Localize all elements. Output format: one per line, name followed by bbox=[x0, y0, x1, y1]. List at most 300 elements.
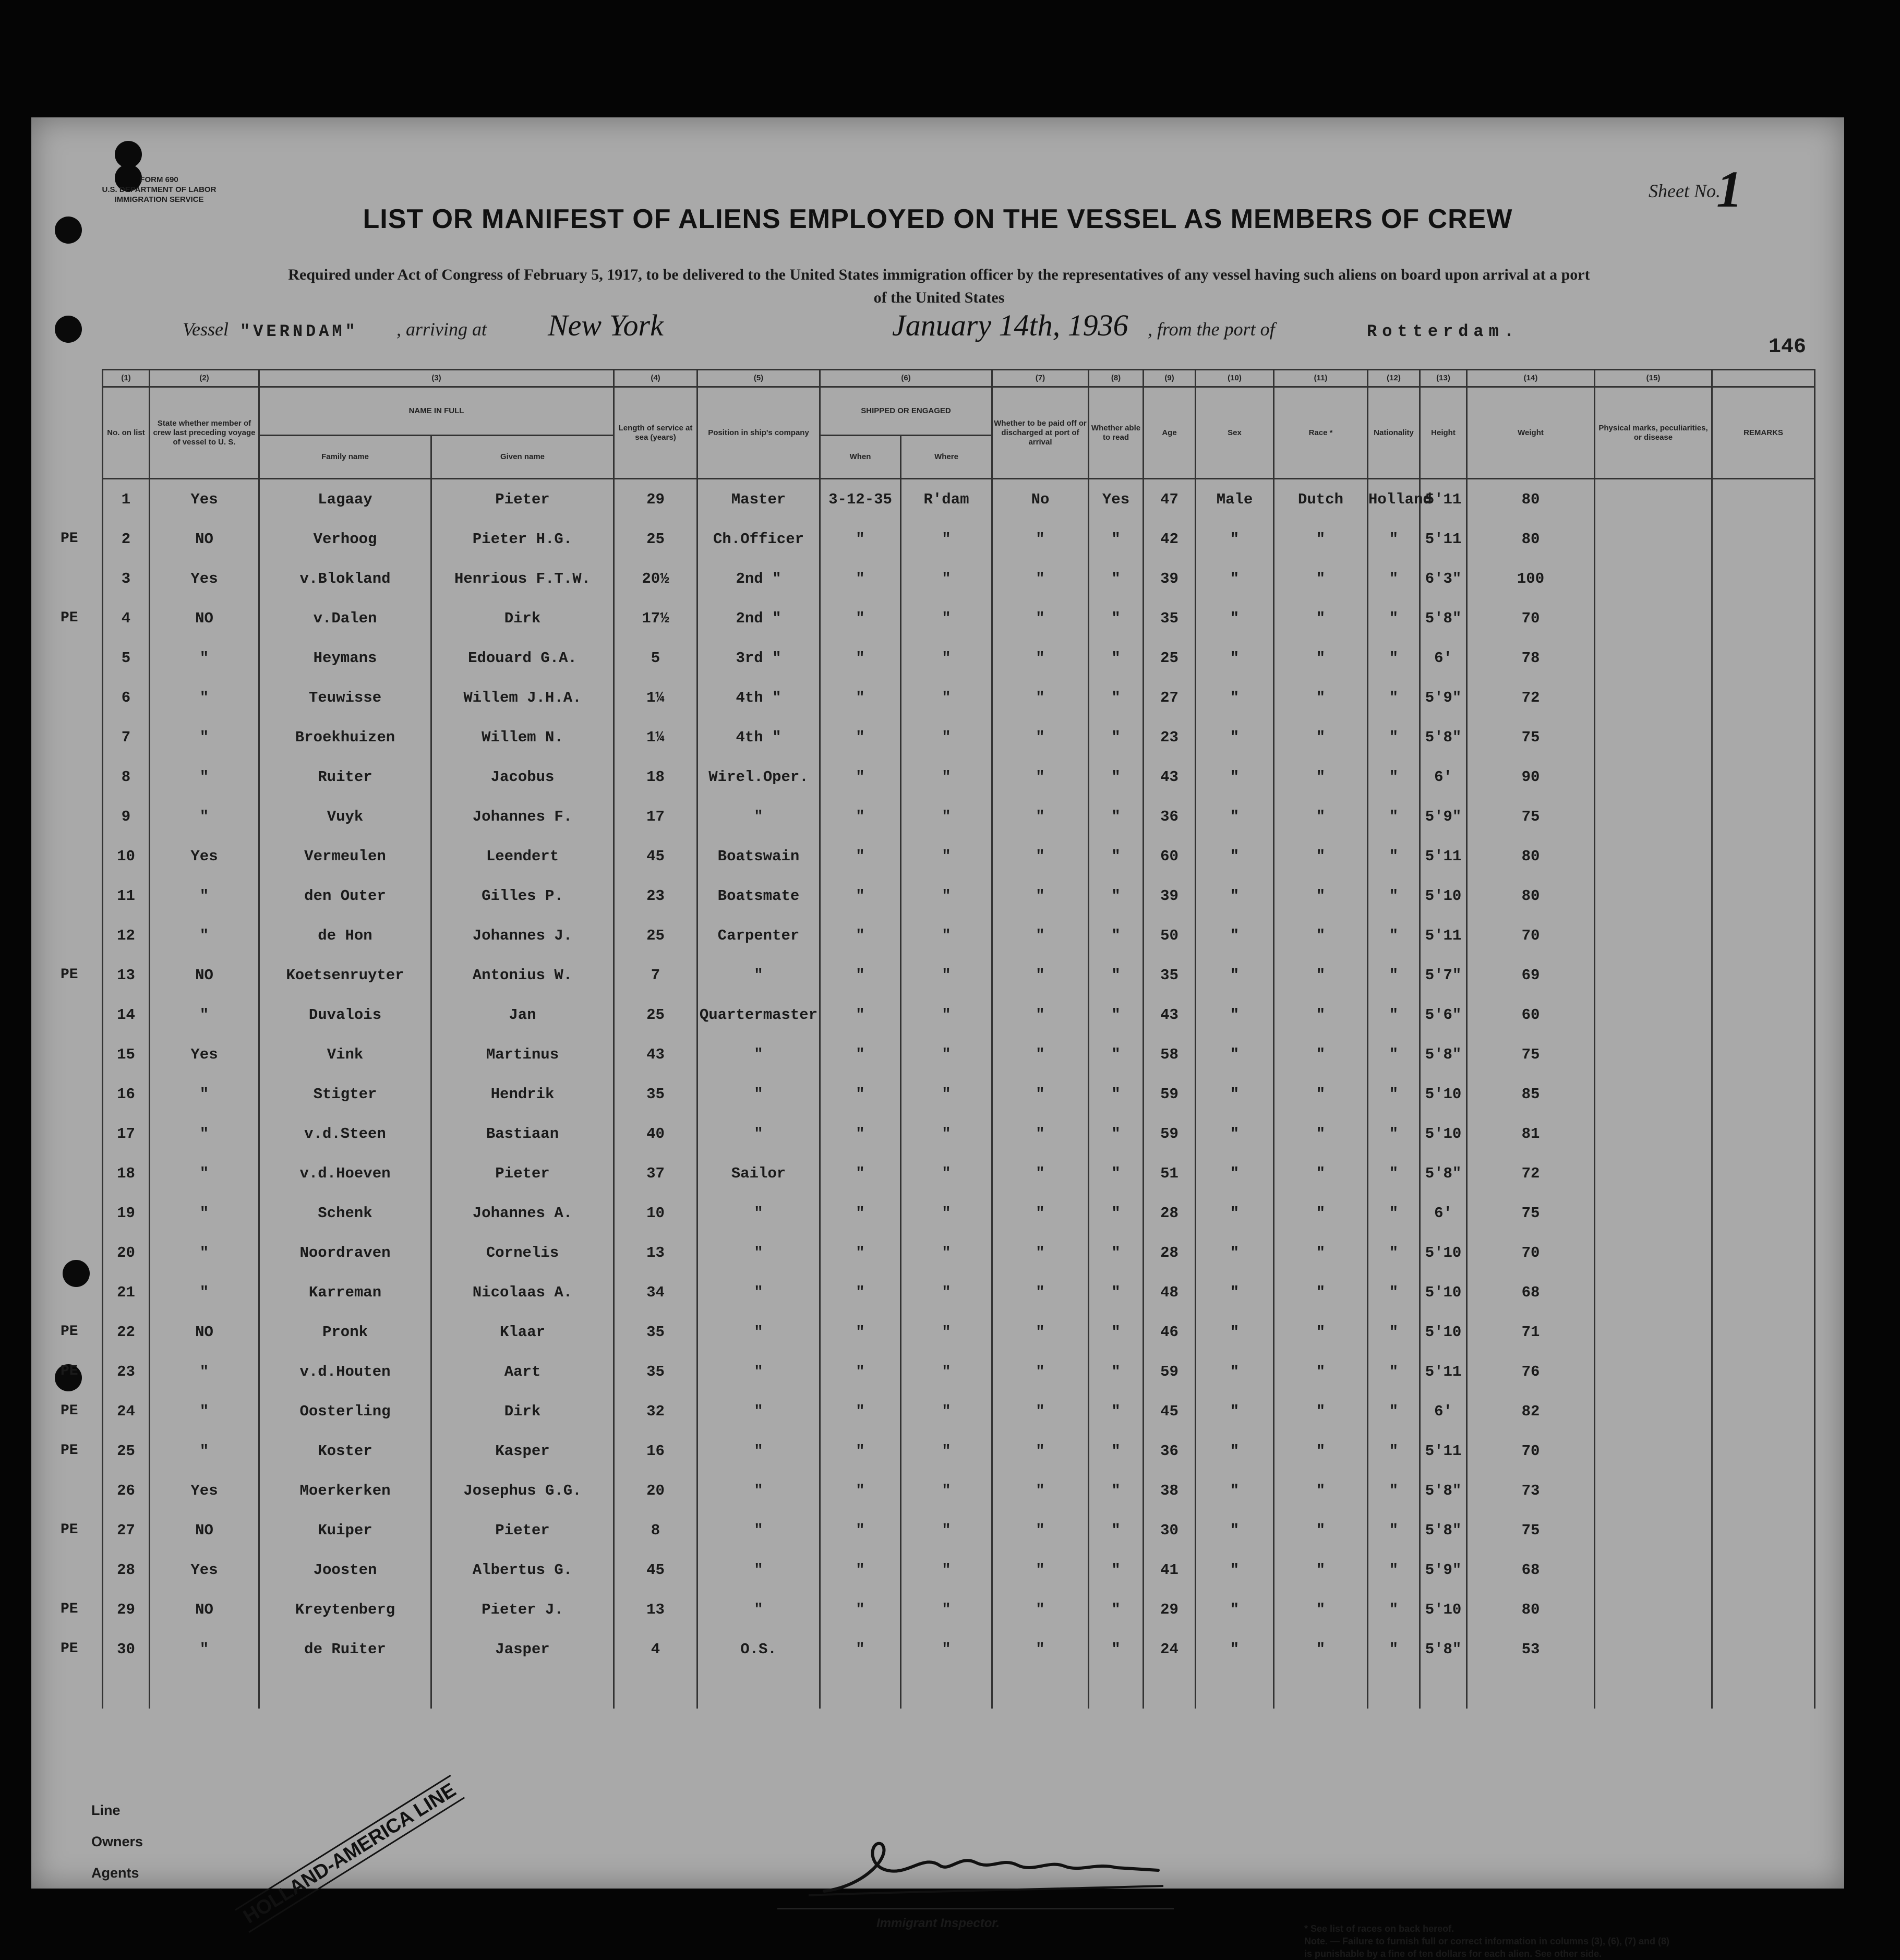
cell-height: 5'8" bbox=[1420, 1629, 1467, 1669]
cell-race: " bbox=[1274, 1550, 1368, 1590]
cell-nationality: " bbox=[1368, 638, 1420, 678]
cell-paid: " bbox=[992, 1550, 1089, 1590]
cell-age: 51 bbox=[1144, 1153, 1196, 1193]
cell-age: 39 bbox=[1144, 876, 1196, 916]
col-num: (8) bbox=[1089, 370, 1144, 387]
cell-no: 23 bbox=[103, 1352, 150, 1391]
cell-paid: " bbox=[992, 1312, 1089, 1352]
cell-height: 5'8" bbox=[1420, 1510, 1467, 1550]
cell-where: " bbox=[901, 1153, 992, 1193]
cell-prev: " bbox=[150, 1629, 259, 1669]
cell-race: " bbox=[1274, 638, 1368, 678]
cell-physical bbox=[1595, 598, 1712, 638]
cell-service: 16 bbox=[614, 1431, 698, 1471]
cell-given: Bastiaan bbox=[431, 1114, 614, 1153]
cell-sex: " bbox=[1196, 678, 1274, 717]
cell-no: 4 bbox=[103, 598, 150, 638]
col-num: (5) bbox=[698, 370, 820, 387]
cell-weight: 76 bbox=[1467, 1352, 1595, 1391]
cell-physical bbox=[1595, 1272, 1712, 1312]
cell-family: Moerkerken bbox=[259, 1471, 431, 1510]
header-position: Position in ship's company bbox=[698, 387, 820, 479]
cell-service: 34 bbox=[614, 1272, 698, 1312]
document-title: LIST OR MANIFEST OF ALIENS EMPLOYED ON THE VESSEL AS MEMBERS OF CREW bbox=[363, 204, 1513, 234]
cell-sex: " bbox=[1196, 559, 1274, 598]
cell-remarks bbox=[1712, 479, 1815, 520]
cell-where: " bbox=[901, 916, 992, 955]
col-num: (15) bbox=[1595, 370, 1712, 387]
cell-when: " bbox=[820, 559, 901, 598]
col-num: (10) bbox=[1196, 370, 1274, 387]
cell-family: den Outer bbox=[259, 876, 431, 916]
cell-no: 24 bbox=[103, 1391, 150, 1431]
cell-read: " bbox=[1089, 1035, 1144, 1074]
cell-read: " bbox=[1089, 638, 1144, 678]
cell-no: 5 bbox=[103, 638, 150, 678]
cell-given: Pieter J. bbox=[431, 1590, 614, 1629]
col-num: (7) bbox=[992, 370, 1089, 387]
cell-read: " bbox=[1089, 717, 1144, 757]
column-number-row bbox=[103, 370, 1815, 387]
table-row bbox=[103, 1352, 1815, 1391]
cell-position: Boatswain bbox=[698, 836, 820, 876]
table-row bbox=[103, 836, 1815, 876]
cell-age: 43 bbox=[1144, 757, 1196, 797]
cell-height: 5'11 bbox=[1420, 519, 1467, 559]
cell-where: " bbox=[901, 678, 992, 717]
cell-paid: " bbox=[992, 1114, 1089, 1153]
cell-prev: Yes bbox=[150, 479, 259, 520]
cell-no: 30 bbox=[103, 1629, 150, 1669]
cell-weight: 85 bbox=[1467, 1074, 1595, 1114]
cell-race: " bbox=[1274, 1590, 1368, 1629]
cell-height: 5'8" bbox=[1420, 717, 1467, 757]
cell-physical bbox=[1595, 479, 1712, 520]
cell-where: " bbox=[901, 1233, 992, 1272]
cell-paid: " bbox=[992, 717, 1089, 757]
cell-given: Dirk bbox=[431, 598, 614, 638]
cell-race: " bbox=[1274, 1312, 1368, 1352]
cell-nationality: " bbox=[1368, 1312, 1420, 1352]
cell-prev: " bbox=[150, 1233, 259, 1272]
cell-physical bbox=[1595, 1431, 1712, 1471]
table-row bbox=[103, 757, 1815, 797]
arrival-date: January 14th, 1936 bbox=[892, 308, 1128, 342]
cell-physical bbox=[1595, 1352, 1712, 1391]
margin-mark: PE bbox=[61, 1601, 78, 1617]
cell-remarks bbox=[1712, 797, 1815, 836]
cell-nationality: " bbox=[1368, 995, 1420, 1035]
cell-given: Dirk bbox=[431, 1391, 614, 1431]
header-weight: Weight bbox=[1467, 387, 1595, 479]
cell-prev: " bbox=[150, 757, 259, 797]
cell-position: " bbox=[698, 1550, 820, 1590]
cell-position: " bbox=[698, 1352, 820, 1391]
cell-remarks bbox=[1712, 1629, 1815, 1669]
cell-nationality: " bbox=[1368, 717, 1420, 757]
cell-sex: " bbox=[1196, 1471, 1274, 1510]
cell-prev: " bbox=[150, 876, 259, 916]
holland-america-line-stamp: HOLLAND-AMERICA LINE bbox=[235, 1775, 465, 1933]
cell-family: Verhoog bbox=[259, 519, 431, 559]
cell-where: " bbox=[901, 1629, 992, 1669]
table-row bbox=[103, 995, 1815, 1035]
cell-paid: " bbox=[992, 1193, 1089, 1233]
manifest-sheet bbox=[31, 117, 1844, 1959]
cell-family: de Hon bbox=[259, 916, 431, 955]
cell-race: " bbox=[1274, 1352, 1368, 1391]
cell-no: 15 bbox=[103, 1035, 150, 1074]
cell-read: " bbox=[1089, 1352, 1144, 1391]
cell-when: " bbox=[820, 1590, 901, 1629]
cell-physical bbox=[1595, 1035, 1712, 1074]
cell-where: " bbox=[901, 1035, 992, 1074]
cell-remarks bbox=[1712, 559, 1815, 598]
cell-given: Jasper bbox=[431, 1629, 614, 1669]
cell-family: Koetsenruyter bbox=[259, 955, 431, 995]
cell-no: 27 bbox=[103, 1510, 150, 1550]
cell-read: " bbox=[1089, 1391, 1144, 1431]
cell-age: 46 bbox=[1144, 1312, 1196, 1352]
cell-age: 47 bbox=[1144, 479, 1196, 520]
cell-age: 35 bbox=[1144, 955, 1196, 995]
col-num: (4) bbox=[614, 370, 698, 387]
table-row bbox=[103, 638, 1815, 678]
cell-race: " bbox=[1274, 1391, 1368, 1431]
cell-remarks bbox=[1712, 1035, 1815, 1074]
cell-nationality: " bbox=[1368, 1114, 1420, 1153]
cell-prev: NO bbox=[150, 1312, 259, 1352]
cell-weight: 80 bbox=[1467, 519, 1595, 559]
cell-remarks bbox=[1712, 1272, 1815, 1312]
cell-sex: " bbox=[1196, 598, 1274, 638]
cell-age: 42 bbox=[1144, 519, 1196, 559]
cell-race: " bbox=[1274, 955, 1368, 995]
cell-service: 35 bbox=[614, 1312, 698, 1352]
header-when: When bbox=[820, 436, 901, 479]
cell-read: " bbox=[1089, 1629, 1144, 1669]
cell-paid: " bbox=[992, 955, 1089, 995]
cell-age: 45 bbox=[1144, 1391, 1196, 1431]
cell-paid: " bbox=[992, 1431, 1089, 1471]
cell-age: 36 bbox=[1144, 1431, 1196, 1471]
vessel-name: "VERNDAM" bbox=[240, 322, 358, 341]
cell-service: 40 bbox=[614, 1114, 698, 1153]
cell-read: " bbox=[1089, 678, 1144, 717]
cell-no: 13 bbox=[103, 955, 150, 995]
cell-height: 5'8" bbox=[1420, 598, 1467, 638]
cell-when: " bbox=[820, 1629, 901, 1669]
note-races: * See list of races on back hereof. bbox=[1304, 1923, 1454, 1934]
cell-family: Kuiper bbox=[259, 1510, 431, 1550]
cell-no: 16 bbox=[103, 1074, 150, 1114]
margin-mark: PE bbox=[61, 1442, 78, 1459]
cell-service: 17½ bbox=[614, 598, 698, 638]
cell-family: Duvalois bbox=[259, 995, 431, 1035]
cell-physical bbox=[1595, 638, 1712, 678]
document-subtitle bbox=[94, 263, 1784, 309]
cell-height: 5'8" bbox=[1420, 1035, 1467, 1074]
cell-family: Noordraven bbox=[259, 1233, 431, 1272]
blank-cell bbox=[1089, 1669, 1144, 1709]
cell-sex: " bbox=[1196, 1590, 1274, 1629]
cell-age: 30 bbox=[1144, 1510, 1196, 1550]
table-row bbox=[103, 598, 1815, 638]
cell-race: " bbox=[1274, 559, 1368, 598]
from-port: Rotterdam. bbox=[1367, 322, 1520, 341]
cell-height: 5'9" bbox=[1420, 678, 1467, 717]
cell-position: Ch.Officer bbox=[698, 519, 820, 559]
table-row bbox=[103, 797, 1815, 836]
cell-position: " bbox=[698, 1114, 820, 1153]
cell-race: " bbox=[1274, 1114, 1368, 1153]
cell-age: 59 bbox=[1144, 1114, 1196, 1153]
cell-family: de Ruiter bbox=[259, 1629, 431, 1669]
cell-age: 28 bbox=[1144, 1233, 1196, 1272]
cell-given: Kasper bbox=[431, 1431, 614, 1471]
table-row bbox=[103, 717, 1815, 757]
cell-weight: 60 bbox=[1467, 995, 1595, 1035]
cell-where: " bbox=[901, 836, 992, 876]
cell-race: " bbox=[1274, 1193, 1368, 1233]
col-num: (1) bbox=[103, 370, 150, 387]
cell-weight: 75 bbox=[1467, 717, 1595, 757]
cell-remarks bbox=[1712, 955, 1815, 995]
table-row bbox=[103, 1035, 1815, 1074]
cell-given: Willem J.H.A. bbox=[431, 678, 614, 717]
note-penalty-line-2: is punishable by a fine of ten dollars for each alien. See other side. bbox=[1304, 1949, 1602, 1959]
cell-when: " bbox=[820, 638, 901, 678]
cell-nationality: " bbox=[1368, 1629, 1420, 1669]
table-row bbox=[103, 876, 1815, 916]
col-num-blank bbox=[1712, 370, 1815, 387]
cell-position: " bbox=[698, 1312, 820, 1352]
table-row bbox=[103, 678, 1815, 717]
cell-remarks bbox=[1712, 519, 1815, 559]
crew-manifest-table bbox=[102, 369, 1815, 1709]
cell-when: " bbox=[820, 1431, 901, 1471]
cell-prev: " bbox=[150, 1114, 259, 1153]
cell-no: 19 bbox=[103, 1193, 150, 1233]
cell-no: 9 bbox=[103, 797, 150, 836]
header-length-of-service: Length of service at sea (years) bbox=[614, 387, 698, 479]
cell-height: 5'9" bbox=[1420, 797, 1467, 836]
cell-prev: " bbox=[150, 1352, 259, 1391]
cell-no: 29 bbox=[103, 1590, 150, 1629]
cell-family: Stigter bbox=[259, 1074, 431, 1114]
cell-service: 37 bbox=[614, 1153, 698, 1193]
cell-prev: " bbox=[150, 1074, 259, 1114]
cell-when: " bbox=[820, 916, 901, 955]
punch-hole bbox=[63, 1260, 90, 1287]
cell-when: " bbox=[820, 836, 901, 876]
cell-nationality: " bbox=[1368, 1352, 1420, 1391]
cell-age: 59 bbox=[1144, 1352, 1196, 1391]
cell-no: 10 bbox=[103, 836, 150, 876]
cell-family: Teuwisse bbox=[259, 678, 431, 717]
signature-line bbox=[777, 1908, 1174, 1909]
department-name: U.S. DEPARTMENT OF LABOR bbox=[102, 185, 217, 194]
cell-family: Pronk bbox=[259, 1312, 431, 1352]
cell-when: " bbox=[820, 1193, 901, 1233]
cell-given: Cornelis bbox=[431, 1233, 614, 1272]
cell-prev: " bbox=[150, 916, 259, 955]
table-row bbox=[103, 1590, 1815, 1629]
cell-physical bbox=[1595, 995, 1712, 1035]
cell-prev: " bbox=[150, 1391, 259, 1431]
cell-read: " bbox=[1089, 519, 1144, 559]
cell-weight: 68 bbox=[1467, 1272, 1595, 1312]
cell-paid: " bbox=[992, 638, 1089, 678]
cell-race: " bbox=[1274, 678, 1368, 717]
cell-position: Master bbox=[698, 479, 820, 520]
cell-when: " bbox=[820, 1471, 901, 1510]
cell-weight: 80 bbox=[1467, 479, 1595, 520]
cell-height: 5'11 bbox=[1420, 479, 1467, 520]
cell-physical bbox=[1595, 1233, 1712, 1272]
cell-age: 23 bbox=[1144, 717, 1196, 757]
cell-paid: " bbox=[992, 1272, 1089, 1312]
cell-position: " bbox=[698, 1233, 820, 1272]
cell-service: 17 bbox=[614, 797, 698, 836]
cell-prev: " bbox=[150, 678, 259, 717]
cell-nationality: " bbox=[1368, 1153, 1420, 1193]
cell-read: " bbox=[1089, 836, 1144, 876]
blank-cell bbox=[992, 1669, 1089, 1709]
subtitle-line-2: of the United States bbox=[873, 289, 1005, 306]
table-row bbox=[103, 1114, 1815, 1153]
cell-race: " bbox=[1274, 757, 1368, 797]
cell-service: 8 bbox=[614, 1510, 698, 1550]
cell-age: 41 bbox=[1144, 1550, 1196, 1590]
margin-mark: PE bbox=[61, 610, 78, 626]
punch-hole bbox=[55, 316, 82, 343]
sheet-number-value: 1 bbox=[1716, 160, 1742, 218]
cell-weight: 81 bbox=[1467, 1114, 1595, 1153]
cell-height: 5'10 bbox=[1420, 876, 1467, 916]
cell-no: 14 bbox=[103, 995, 150, 1035]
cell-when: " bbox=[820, 1074, 901, 1114]
cell-service: 43 bbox=[614, 1035, 698, 1074]
cell-where: " bbox=[901, 1272, 992, 1312]
arrival-port: New York bbox=[548, 308, 664, 342]
cell-when: " bbox=[820, 995, 901, 1035]
cell-sex: " bbox=[1196, 1510, 1274, 1550]
cell-position: 2nd " bbox=[698, 559, 820, 598]
cell-nationality: " bbox=[1368, 1272, 1420, 1312]
cell-given: Nicolaas A. bbox=[431, 1272, 614, 1312]
cell-given: Aart bbox=[431, 1352, 614, 1391]
cell-physical bbox=[1595, 1629, 1712, 1669]
cell-where: " bbox=[901, 598, 992, 638]
cell-paid: " bbox=[992, 1629, 1089, 1669]
blank-cell bbox=[614, 1669, 698, 1709]
cell-age: 36 bbox=[1144, 797, 1196, 836]
cell-weight: 80 bbox=[1467, 1590, 1595, 1629]
cell-race: " bbox=[1274, 995, 1368, 1035]
blank-cell bbox=[1420, 1669, 1467, 1709]
cell-nationality: Holland bbox=[1368, 479, 1420, 520]
table-row bbox=[103, 1550, 1815, 1590]
cell-read: " bbox=[1089, 1153, 1144, 1193]
cell-read: " bbox=[1089, 1431, 1144, 1471]
cell-service: 45 bbox=[614, 1550, 698, 1590]
sheet-number-label: Sheet No. bbox=[1649, 181, 1721, 201]
cell-when: " bbox=[820, 1035, 901, 1074]
cell-read: " bbox=[1089, 757, 1144, 797]
cell-position: 4th " bbox=[698, 717, 820, 757]
cell-where: " bbox=[901, 757, 992, 797]
cell-given: Gilles P. bbox=[431, 876, 614, 916]
cell-no: 22 bbox=[103, 1312, 150, 1352]
cell-age: 43 bbox=[1144, 995, 1196, 1035]
cell-nationality: " bbox=[1368, 836, 1420, 876]
table-row bbox=[103, 479, 1815, 520]
cell-nationality: " bbox=[1368, 1431, 1420, 1471]
cell-service: 10 bbox=[614, 1193, 698, 1233]
cell-age: 29 bbox=[1144, 1590, 1196, 1629]
cell-prev: " bbox=[150, 1153, 259, 1193]
cell-read: " bbox=[1089, 1193, 1144, 1233]
cell-read: " bbox=[1089, 1074, 1144, 1114]
header-given-name: Given name bbox=[431, 436, 614, 479]
cell-race: " bbox=[1274, 1074, 1368, 1114]
cell-family: v.Dalen bbox=[259, 598, 431, 638]
cell-read: " bbox=[1089, 598, 1144, 638]
cell-read: " bbox=[1089, 1114, 1144, 1153]
cell-family: Heymans bbox=[259, 638, 431, 678]
cell-read: " bbox=[1089, 1471, 1144, 1510]
cell-weight: 75 bbox=[1467, 1193, 1595, 1233]
header-no-on-list: No. on list bbox=[103, 387, 150, 479]
cell-paid: " bbox=[992, 1074, 1089, 1114]
cell-remarks bbox=[1712, 1391, 1815, 1431]
cell-sex: " bbox=[1196, 1233, 1274, 1272]
cell-race: " bbox=[1274, 1272, 1368, 1312]
cell-service: 1¼ bbox=[614, 678, 698, 717]
cell-nationality: " bbox=[1368, 598, 1420, 638]
cell-nationality: " bbox=[1368, 1074, 1420, 1114]
margin-mark: PE bbox=[61, 1641, 78, 1657]
cell-remarks bbox=[1712, 876, 1815, 916]
cell-service: 25 bbox=[614, 995, 698, 1035]
cell-prev: " bbox=[150, 638, 259, 678]
cell-physical bbox=[1595, 876, 1712, 916]
table-row bbox=[103, 1510, 1815, 1550]
cell-sex: " bbox=[1196, 797, 1274, 836]
cell-remarks bbox=[1712, 678, 1815, 717]
cell-weight: 70 bbox=[1467, 1431, 1595, 1471]
cell-weight: 75 bbox=[1467, 1035, 1595, 1074]
cell-height: 5'10 bbox=[1420, 1312, 1467, 1352]
cell-paid: " bbox=[992, 1153, 1089, 1193]
cell-position: Boatsmate bbox=[698, 876, 820, 916]
cell-remarks bbox=[1712, 1510, 1815, 1550]
cell-service: 35 bbox=[614, 1074, 698, 1114]
cell-family: v.Blokland bbox=[259, 559, 431, 598]
cell-service: 45 bbox=[614, 836, 698, 876]
blank-cell bbox=[698, 1669, 820, 1709]
cell-paid: " bbox=[992, 1590, 1089, 1629]
cell-physical bbox=[1595, 1391, 1712, 1431]
cell-sex: " bbox=[1196, 1629, 1274, 1669]
cell-weight: 72 bbox=[1467, 1153, 1595, 1193]
blank-cell bbox=[901, 1669, 992, 1709]
col-num: (9) bbox=[1144, 370, 1196, 387]
cell-weight: 75 bbox=[1467, 797, 1595, 836]
cell-position: " bbox=[698, 1391, 820, 1431]
cell-position: Sailor bbox=[698, 1153, 820, 1193]
